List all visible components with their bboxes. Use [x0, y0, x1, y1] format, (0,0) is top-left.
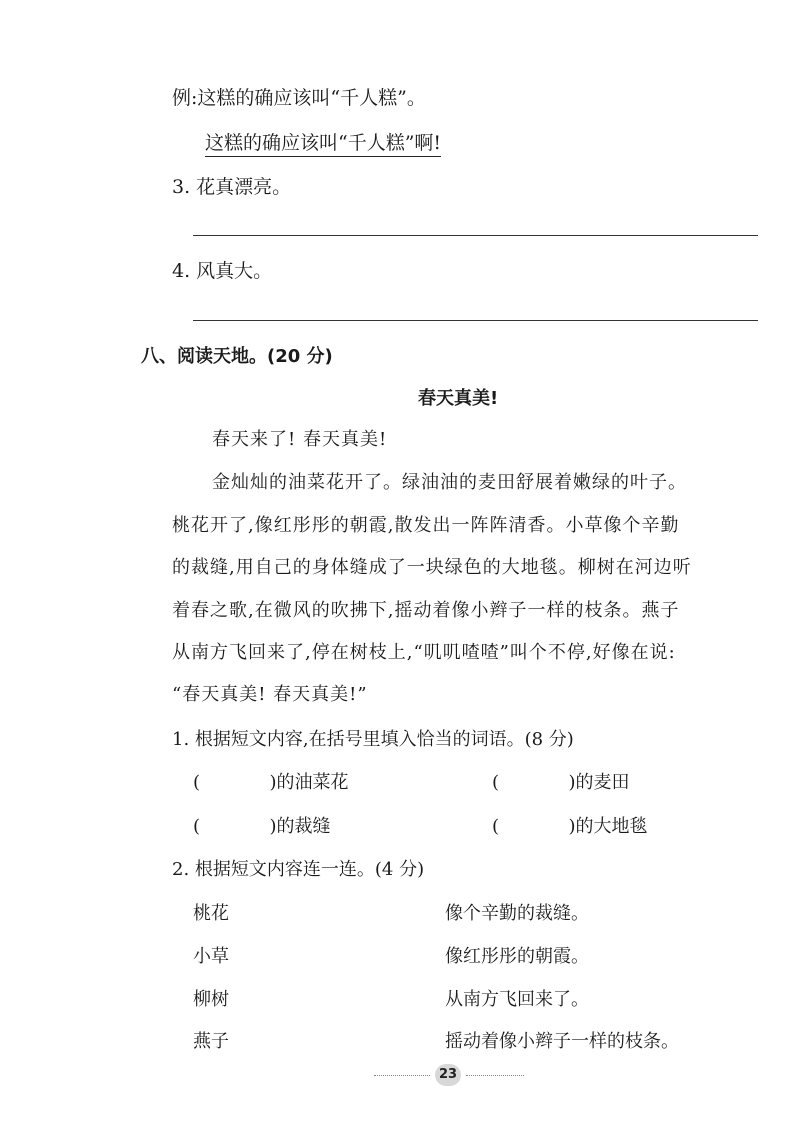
match-right-item[interactable]: 摇动着像小辫子一样的枝条。 — [445, 1031, 679, 1052]
passage-line: 桃花开了,像红彤彤的朝霞,散发出一阵阵清香。小草像个辛勤 — [172, 515, 680, 536]
paren-open: ( — [492, 816, 500, 837]
match-left-item[interactable]: 桃花 — [193, 903, 229, 924]
blank-item — [193, 812, 393, 838]
q1-prompt: 1. 根据短文内容,在括号里填入恰当的词语。(8 分) — [172, 729, 574, 750]
paren-open: ( — [193, 772, 201, 793]
match-left-item[interactable]: 柳树 — [193, 989, 229, 1010]
paren-close: ) — [269, 772, 277, 793]
blank-text: 的裁缝 — [276, 816, 331, 837]
example-sentence: 这糕的确应该叫“千人糕”。 — [197, 87, 426, 109]
passage-title: 春天真美! — [418, 388, 499, 409]
paren-close: ) — [568, 772, 576, 793]
blank-item — [492, 812, 712, 838]
section-heading: 八、阅读天地。(20 分) — [141, 346, 333, 367]
blank-text: 的麦田 — [575, 772, 630, 793]
blank-item — [492, 768, 692, 794]
paren-close: ) — [568, 816, 576, 837]
blank-item — [193, 768, 393, 794]
answer-line-3[interactable] — [193, 235, 758, 236]
blank-text: 的大地毯 — [575, 816, 648, 837]
blank-text: 的油菜花 — [276, 772, 349, 793]
answer-line-4[interactable] — [193, 320, 758, 321]
match-right-item[interactable]: 像红彤彤的朝霞。 — [445, 946, 589, 967]
match-right-item[interactable]: 像个辛勤的裁缝。 — [445, 903, 589, 924]
passage-line: 从南方飞回来了,停在树枝上,“叽叽喳喳”叫个不停,好像在说: — [172, 642, 676, 663]
example-answer-text: 这糕的确应该叫“千人糕”啊! — [205, 132, 441, 157]
match-left-item[interactable]: 燕子 — [193, 1031, 229, 1052]
match-right-item[interactable]: 从南方飞回来了。 — [445, 989, 589, 1010]
page-number: 23 — [435, 1064, 461, 1086]
footer-dots-left — [374, 1075, 430, 1076]
example-label: 例: — [172, 87, 198, 109]
passage-line: 春天来了! 春天真美! — [212, 429, 388, 450]
passage-line: 金灿灿的油菜花开了。绿油油的麦田舒展着嫩绿的叶子。 — [212, 472, 687, 493]
question-3: 3. 花真漂亮。 — [172, 176, 292, 198]
match-left-item[interactable]: 小草 — [193, 946, 229, 967]
question-4: 4. 风真大。 — [172, 260, 273, 282]
q2-prompt: 2. 根据短文内容连一连。(4 分) — [172, 859, 425, 880]
paren-open: ( — [193, 816, 201, 837]
paren-close: ) — [269, 816, 277, 837]
example-line — [172, 83, 426, 110]
passage-line: “春天真美! 春天真美!” — [172, 684, 368, 705]
paren-open: ( — [492, 772, 500, 793]
passage-line: 的裁缝,用自己的身体缝成了一块绿色的大地毯。柳树在河边听 — [172, 557, 692, 578]
example-answer — [205, 128, 441, 155]
passage-line: 着春之歌,在微风的吹拂下,摇动着像小辫子一样的枝条。燕子 — [172, 600, 680, 621]
footer-dots-right — [466, 1075, 524, 1076]
